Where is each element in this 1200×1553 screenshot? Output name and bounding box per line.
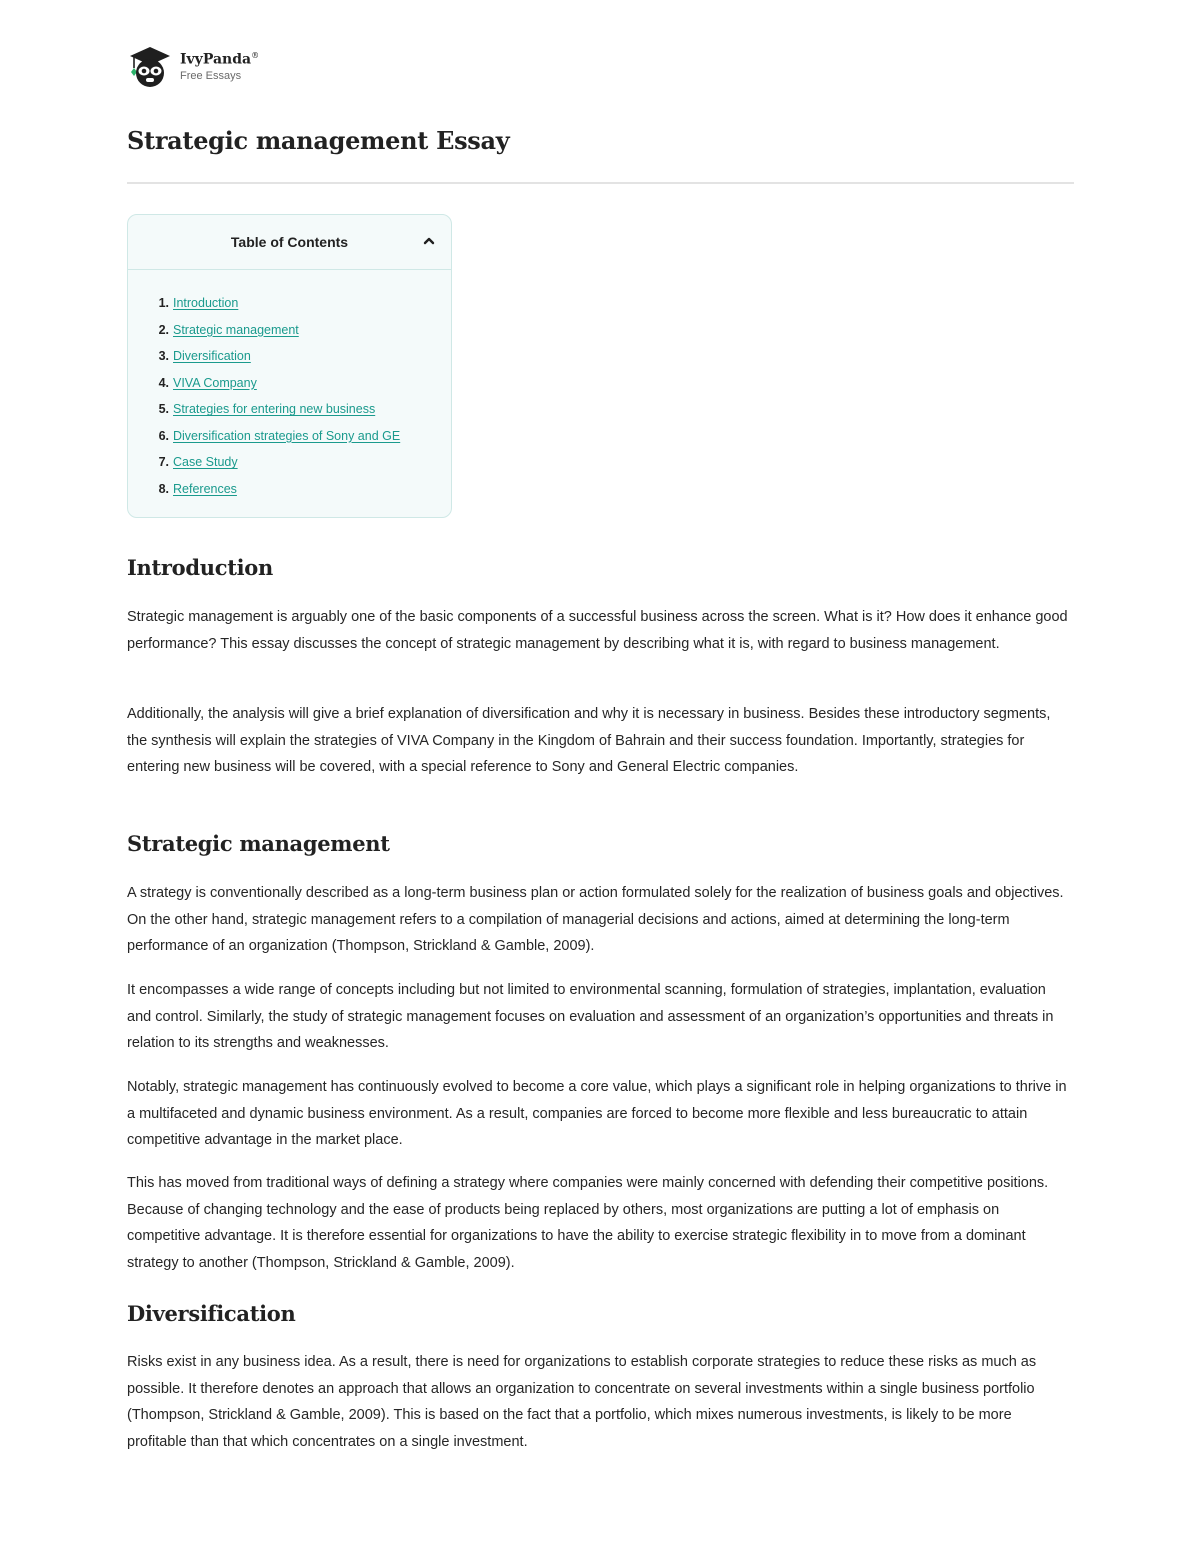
- toc-number: 3.: [158, 349, 169, 364]
- strategic-paragraph-1: A strategy is conventionally described as a long-term business plan or action formulated solely for the realization of business goals and objectives. On the other hand, strategic management refers to a compilation of managerial decisions and actions, aimed at determining the long-term performance of an organization (Thompson, Strickland & Gamble, 2009).: [127, 885, 1064, 955]
- page-title: Strategic management Essay: [127, 126, 510, 155]
- intro-paragraph-2: Additionally, the analysis will give a brief explanation of diversification and why it is necessary in business. Besides these introductory segments, the synthesis will explain the strategies of VIVA Company in the Kingdom of Bahrain and their success foundation. Importantly, strategies for entering new business will be covered, with a special reference to Sony and General Electric companies.: [127, 706, 1051, 776]
- toc-link-references[interactable]: References: [173, 481, 237, 496]
- heading-introduction: Introduction: [127, 555, 273, 580]
- toc-link-strategic-management[interactable]: Strategic management: [173, 322, 299, 337]
- site-header: [127, 44, 259, 90]
- toc-link-sony-ge[interactable]: Diversification strategies of Sony and GE: [173, 428, 401, 443]
- toc-item-introduction: [150, 290, 451, 317]
- toc-item-viva-company: [150, 370, 451, 397]
- brand-name[interactable]: IvyPanda®: [180, 50, 260, 68]
- intro-paragraph-1: Strategic management is arguably one of the basic components of a successful business across the screen. What is it? How does it enhance good performance? This essay discusses the concept of strategic management by describing what it is, with regard to business management.: [127, 609, 1068, 652]
- toc-link-diversification[interactable]: Diversification: [173, 349, 251, 364]
- strategic-paragraph-3: Notably, strategic management has continuously evolved to become a core value, which plays a significant role in helping organizations to thrive in a multifaceted and dynamic business environment. As a result, companies are forced to become more flexible and less bureaucratic to attain competitive advantage in the market place.: [127, 1079, 1067, 1149]
- toc-number: 4.: [158, 375, 169, 390]
- toc-link-entering-new-business[interactable]: Strategies for entering new business: [173, 402, 376, 417]
- heading-diversification: Diversification: [127, 1301, 296, 1326]
- table-of-contents: [127, 214, 452, 518]
- toc-title: Table of Contents: [230, 234, 349, 250]
- toc-link-introduction[interactable]: Introduction: [173, 296, 239, 311]
- toc-number: 1.: [158, 296, 169, 311]
- diversification-paragraph-1: Risks exist in any business idea. As a result, there is need for organizations to establish corporate strategies to reduce these risks as much as possible. It therefore denotes an approach that allows an organization to concentrate on several investments within a single business portfolio (Thompson, Strickland & Gamble, 2009). This is based on the fact that a portfolio, which mixes numerous investments, is likely to be more profitable than that which concentrates on a single investment.: [127, 1354, 1037, 1450]
- toc-header[interactable]: [128, 215, 451, 270]
- strategic-paragraph-4: This has moved from traditional ways of defining a strategy where companies were mainly concerned with defending their competitive positions. Because of changing technology and the ease of products being replaced by others, most organizations are putting a lot of emphasis on competitive advantage. It is therefore essential for organizations to have the ability to exercise strategic flexibility in to move from a dominant strategy to another (Thompson, Strickland & Gamble, 2009).: [127, 1175, 1049, 1271]
- title-divider: [127, 182, 1074, 184]
- toc-item-references: [150, 476, 451, 503]
- toc-item-entering-new-business: [150, 396, 451, 423]
- chevron-up-icon[interactable]: [423, 235, 435, 247]
- toc-item-diversification: [150, 343, 451, 370]
- panda-logo-icon[interactable]: [127, 44, 173, 90]
- toc-number: 2.: [158, 322, 169, 337]
- toc-number: 8.: [158, 481, 169, 496]
- toc-item-case-study: [150, 449, 451, 476]
- heading-strategic-management: Strategic management: [127, 831, 390, 856]
- toc-number: 6.: [158, 428, 169, 443]
- toc-item-sony-ge: [150, 423, 451, 450]
- toc-number: 7.: [158, 455, 169, 470]
- strategic-paragraph-2: It encompasses a wide range of concepts including but not limited to environmental scanning, formulation of strategies, implantation, evaluation and control. Similarly, the study of strategic management focuses on evaluation and assessment of an organization’s opportunities and threats in relation to its strengths and weaknesses.: [127, 982, 1054, 1052]
- toc-number: 5.: [158, 402, 169, 417]
- toc-link-viva-company[interactable]: VIVA Company: [173, 375, 257, 390]
- brand-text: [180, 52, 259, 82]
- toc-item-strategic-management: [150, 317, 451, 344]
- registered-mark: ®: [251, 50, 260, 60]
- toc-list: [128, 270, 451, 502]
- brand-subtitle: Free Essays: [180, 69, 242, 82]
- toc-link-case-study[interactable]: Case Study: [173, 455, 238, 470]
